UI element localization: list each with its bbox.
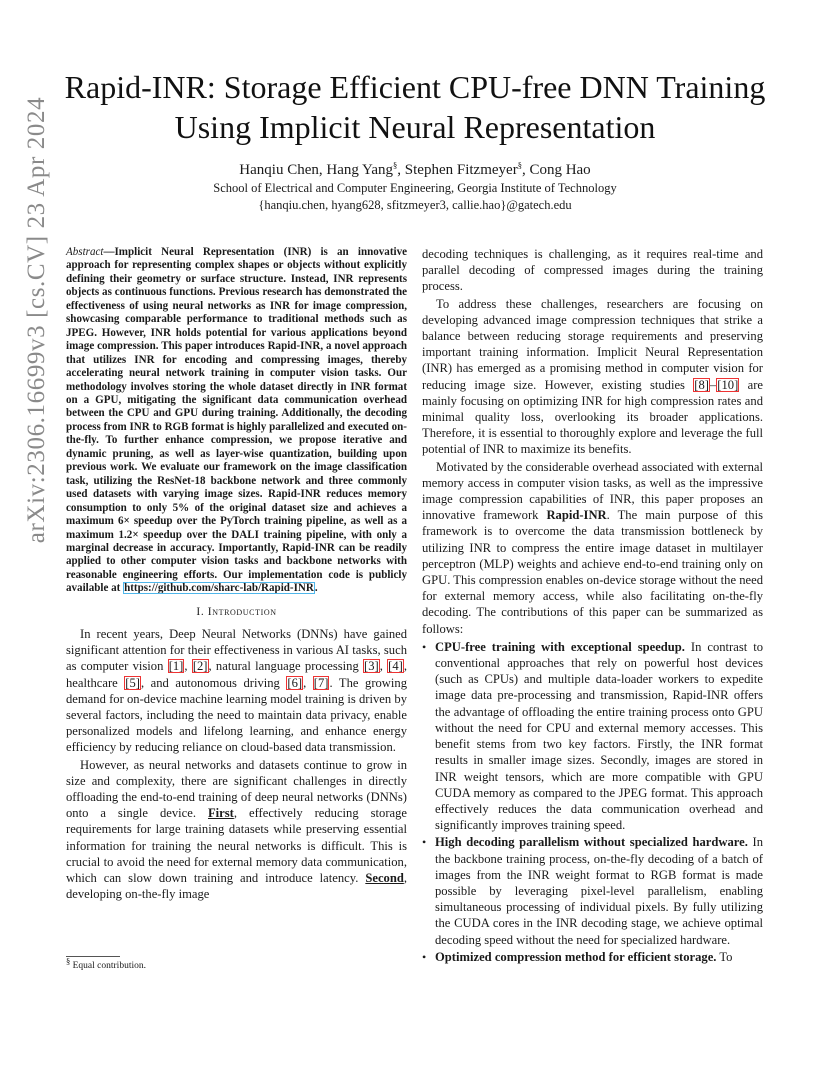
citation-8[interactable]: [8]: [694, 377, 709, 392]
abstract-label: Abstract: [66, 246, 104, 258]
author-emails: {hanqiu.chen, hyang628, sfitzmeyer3, callie.hao}@gatech.edu: [258, 198, 572, 212]
author-names-2: , Stephen Fitzmeyer: [397, 162, 518, 178]
left-column: [66, 246, 407, 902]
footnote: [66, 955, 407, 972]
text-run: Motivated by the considerable overhead associated with external memory access in computer vision tasks, as well as the impressive image compression capabilities of INR, this paper proposes an innovative framework: [422, 459, 763, 523]
section-title: Introduction: [207, 605, 277, 618]
framework-name: Rapid-INR: [546, 508, 607, 523]
affiliation: School of Electrical and Computer Engineering, Georgia Institute of Technology: [213, 181, 617, 195]
list-item-title: CPU-free training with exceptional speedup.: [435, 639, 685, 654]
list-item: [422, 834, 763, 947]
footnote-mark: §: [66, 955, 71, 966]
text-run: , natural language processing: [208, 659, 364, 674]
citation-6[interactable]: [6]: [287, 675, 303, 690]
authors: [60, 160, 770, 180]
equal-contribution-mark: §: [393, 160, 398, 170]
section-number: I.: [196, 605, 208, 618]
paper-title: Rapid-INR: Storage Efficient CPU-free DNN Training Using Implicit Neural Representation: [64, 69, 766, 145]
abstract-end: .: [314, 582, 318, 595]
citation-1[interactable]: [1]: [168, 659, 184, 674]
text-run: –: [709, 377, 717, 392]
text-run: . The growing demand for on-device machine learning model training is driven by several factors, including the need to maintain data privacy, enable personalized models and lifelong learning, and enhance energy efficiency by reducing reliance on cloud-based data transmission.: [66, 675, 407, 755]
code-repository-link[interactable]: https://github.com/sharc-lab/Rapid-INR: [124, 582, 314, 595]
abstract-text: —Implicit Neural Representation (INR) is an innovative approach for representing complex shapes or objects without explicitly defining their geometry or surface structure. Instead, INR represents objects as continuous functions. Previous research has demonstrated the effectiveness of using neural networks as INR for image compression, showcasing comparable performance to traditional methods such as JPEG. However, INR holds potential for various applications beyond image compression. This paper introduces Rapid-INR, a novel approach that utilizes INR for encoding and compressing images, thereby accelerating neural network training in computer vision tasks. Our methodology involves storing the whole dataset directly in INR format on a GPU, mitigating the significant data communication overhead between the CPU and GPU during training. Additionally, the decoding process from INR to RGB format is highly parallelized and executed on-the-fly. To further enhance compression, we propose iterative and dynamic pruning, as well as layer-wise quantization, building upon previous work. We evaluate our framework on the image classification task, utilizing the ResNet-18 backbone network and three commonly used datasets with varying image sizes. Rapid-INR reduces memory consumption to only 5% of the original dataset size and achieves a maximum 6× speedup over the PyTorch training pipeline, as well as a maximum 1.2× speedup over the DALI training pipeline, with only a marginal decrease in accuracy. Importantly, Rapid-INR can be readily applied to other computer vision tasks and backbone networks with reasonable engineering efforts. Our implementation code is publicly available at: [66, 246, 407, 595]
bullet-icon: •: [422, 639, 427, 654]
emphasis-second: Second: [365, 871, 404, 886]
text-run: , healthcare: [66, 659, 408, 690]
bullet-icon: •: [422, 949, 427, 964]
right-paragraph-1: [422, 296, 763, 458]
footnote-text: Equal contribution.: [70, 961, 146, 971]
text-run: ,: [303, 675, 313, 690]
text-run: To address these challenges, researchers are focusing on developing advanced image compression techniques that strike a balance between reducing storage requirements and preserving important training information. Implicit Neural Representation (INR) has emerged as a promising method in computer vision for reducing image size. However, existing studies: [422, 296, 763, 392]
text-run: . The main purpose of this framework is to overcome the data transmission bottleneck by utilizing INR to compress the entire image dataset in multilayer perceptron (MLP) weights and achieve end-to-end training only on GPU. This compression enables on-device storage without the need for external memory access, while also facilitating on-the-fly decoding. The contributions of this paper can be summarized as follows:: [422, 508, 763, 636]
arxiv-identifier: arXiv:2306.16699v3 [cs.CV] 23 Apr 2024: [23, 96, 50, 544]
footnote-rule: [66, 956, 120, 957]
citation-10[interactable]: [10]: [717, 377, 739, 392]
text-run: , effectively reducing storage requirements for large training datasets while preserving essential information for training the neural networks is difficult. This is crucial to avoid the need for external memory data communication, which can slow down training and introduce latency.: [66, 806, 407, 886]
author-names-3: , Cong Hao: [521, 162, 591, 178]
list-item-title: High decoding parallelism without specialized hardware.: [435, 835, 748, 850]
list-item-title: Optimized compression method for efficient storage.: [435, 949, 717, 964]
citation-2[interactable]: [2]: [192, 659, 208, 674]
right-column: [422, 246, 763, 966]
right-paragraph-0: decoding techniques is challenging, as it requires real-time and parallel decoding of compressed images during the training process.: [422, 247, 763, 294]
text-run: , and autonomous driving: [140, 675, 287, 690]
bullet-icon: •: [422, 835, 427, 850]
list-item-text: In the backbone training process, on-the-fly decoding of a batch of images from the INR weight format to RGB format is made possible by leveraging pixel-level parallelism, enabling simultaneous processing of individual pixels. By fully utilizing the CUDA cores in the INR decoding stage, we achieve optimal decoding speed without the need for specialized hardware.: [435, 835, 764, 947]
contributions-list: [422, 639, 763, 965]
intro-paragraph-1: [66, 626, 407, 756]
citation-4[interactable]: [4]: [388, 659, 403, 674]
equal-contribution-mark: §: [517, 160, 522, 170]
text-run: ,: [184, 659, 192, 674]
citation-7[interactable]: [7]: [313, 675, 329, 690]
text-run: However, as neural networks and datasets continue to grow in size and complexity, there are significant challenges in directly offloading the end-to-end training of deep neural networks (DNNs) onto a single device.: [66, 757, 407, 821]
right-paragraph-2: [422, 459, 763, 637]
abstract: [66, 246, 407, 596]
list-item: [422, 949, 763, 965]
list-item-text: In contrast to conventional approaches that rely on powerful host devices (such as CPUs) and multiple data-loader workers to expedite image data pre-processing and transmission, Rapid-INR offers the advantage of offloading the entire training process onto GPU without the need for CPU and external memory accesses. This benefit stems from two key factors. Firstly, the INR format results in smaller image sizes. Secondly, images are stored in INR weight tensors, which are more compatible with GPU CUDA memory as compared to the JPEG format. This approach effectively reduces the data communication overhead and significantly improves training speed.: [435, 639, 763, 833]
text-run: are mainly focusing on optimizing INR for high compression rates and minimal quality loss, overlooking its broader applications. Therefore, it is essential to thoroughly explore and leverage the full potential of INR to maximize its benefits.: [422, 377, 763, 457]
citation-3[interactable]: [3]: [364, 659, 379, 674]
list-item: [422, 639, 763, 833]
intro-paragraph-2: [66, 757, 407, 903]
list-item-text: To: [716, 949, 733, 964]
citation-5[interactable]: [5]: [125, 675, 140, 690]
author-names-1: Hanqiu Chen, Hang Yang: [239, 162, 394, 178]
emphasis-first: First: [207, 806, 234, 821]
text-run: , developing on-the-fly image: [66, 871, 407, 902]
section-heading-introduction: [66, 604, 407, 620]
text-run: In recent years, Deep Neural Networks (DNNs) have gained significant attention for their effectiveness in various AI tasks, such as computer vision: [66, 626, 407, 674]
text-run: ,: [379, 659, 388, 674]
